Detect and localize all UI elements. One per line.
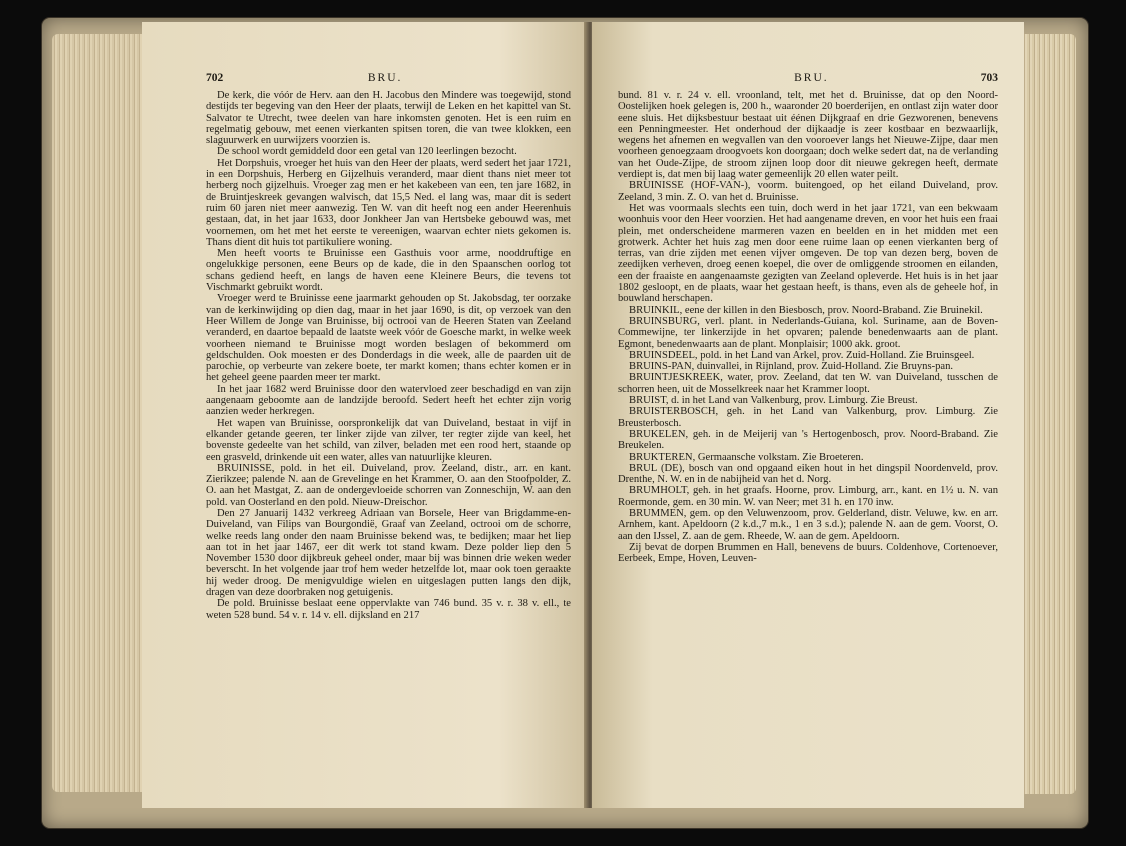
paragraph: BRUISTERBOSCH, geh. in het Land van Valkenburg, prov. Limburg. Zie Breusterbosch. bbox=[618, 406, 998, 429]
paragraph: Het Dorpshuis, vroeger het huis van den Heer der plaats, werd sedert het jaar 1721, in een Dorpshuis, Herberg en Gijzelhuis veranderd, maar dient thans niet meer tot herberg noch gijzelhuis. Vroeger zag men er het kakebeen van een, ten jare 1682, in de Bruintjeskreek gevangen walvisch, dat 15,5 Ned. el lang was, maar dit is sedert ruim 60 jaren niet meer aanwezig. Ten W. van dit heeft nog een ander Heerenhuis gestaan, dat, in het jaar 1633, door Jonkheer Jan van Hertsbeke gebouwd was, met voornemen, om het met het eerste te vereenigen, waarvan echter niets gekomen is. Thans dient dit huis tot partikuliere woning. bbox=[206, 157, 571, 248]
paragraph: Vroeger werd te Bruinisse eene jaarmarkt gehouden op St. Jakobsdag, ter oorzake van de kerkinwijding op dien dag, maar in het jaar 1690, is dit, op verzoek van den Heer Willem de Jonge van Bruinisse, bij octrooi van de Heeren Staten van Zeeland veranderd, en daartoe bepaald de laatste week vóór de Goesche markt, in welke week voorheen niemand te Bruinisse mogt worden beslagen of bekommerd om geldschulden. Ook moesten er des Donderdags in die week, alle de paarden uit de parochie, op verbeurte van zekere boete, ter markt komen; thans echter komen er in het geheel geene paarden meer ter markt. bbox=[206, 293, 571, 384]
paragraph: Het wapen van Bruinisse, oorspronkelijk dat van Duiveland, bestaat in vijf in elkander getande geeren, ter linker zijde van zilver, ter regter zijde van keel, het bovenste gedeelte van het schild, van zilver, beladen met een rood hert, staande op een grasveld, drinkende uit een water, alles van natuurlijke kleuren. bbox=[206, 417, 571, 463]
paragraph: BRUINTJESKREEK, water, prov. Zeeland, dat ten W. van Duiveland, tusschen de schorren heen, uit de Mosselkreek naar het Krammer loopt. bbox=[618, 372, 998, 395]
paragraph: BRUKTEREN, Germaansche volkstam. Zie Broeteren. bbox=[629, 451, 864, 463]
left-page bbox=[142, 22, 587, 808]
paragraph: BRUINSDEEL, pold. in het Land van Arkel, prov. Zuid-Holland. Zie Bruinsgeel. bbox=[629, 349, 975, 361]
paragraph: BRUINISSE, pold. in het eil. Duiveland, prov. Zeeland, distr., arr. en kant. Zierikzee; palende N. aan de Grevelinge en het Krammer, O. aan den Stoofpolder, Z. O. aan het Mastgat, Z. aan de ondergevloeide schorren van Zonneschijn, W. aan den pold. van Oosterland en den pold. Nieuw-Dreischor. bbox=[206, 462, 571, 508]
paragraph: Men heeft voorts te Bruinisse een Gasthuis voor arme, nooddruftige en ongelukkige personen, eene Beurs op de kade, die in den Spaanschen oorlog tot schans gediend heeft, en langs de haven eene Kleinere Beurs, die tevens tot Vischmarkt gebruikt wordt. bbox=[206, 248, 571, 294]
page-stack-left bbox=[52, 34, 152, 792]
paragraph: Den 27 Januarij 1432 verkreeg Adriaan van Borsele, Heer van Brigdamme-en-Duiveland, van Filips van Bourgondië, Graaf van Zeeland, octrooi om de schorre, welke reeds lang onder den naam Bruinisse bekend was, te bedijken; maar het liep aan tot in het jaar 1467, eer dit werk tot stand kwam. Deze polder liep den 5 November 1530 door dijkbreuk geheel onder, maar bij was binnen drie weken weder beverscht. In het volgende jaar trof hem weder hetzelfde lot, maar ook toen geraakte hij weder droog. De menigvuldige wielen en uitgeslagen putten langs den dijk, dragen van deze doorbraken nog getuigenis. bbox=[206, 507, 571, 599]
paragraph: De school wordt gemiddeld door een getal van 120 leerlingen bezocht. bbox=[217, 146, 517, 158]
paragraph: BRUINSBURG, verl. plant. in Nederlands-Guiana, kol. Suriname, aan de Boven-Commewijne, ter linkerzijde in het opvaren; palende benedenwaarts aan de plant. Egmont, benedenwaarts aan de plant. Monplaisir; 1000 akk. groot. bbox=[618, 315, 998, 350]
paragraph: In het jaar 1682 werd Bruinisse door den watervloed zeer beschadigd en van zijn aangenaam geboomte aan de landzijde beroofd. Sedert heeft het echter zijn vorig aanzien weder herkregen. bbox=[206, 383, 571, 418]
paragraph: De pold. Bruinisse beslaat eene oppervlakte van 746 bund. 35 v. r. 38 v. ell., te weten 528 bund. 54 v. r. 14 v. ell. dijksland en 217 bbox=[206, 598, 571, 621]
paragraph: bund. 81 v. r. 24 v. ell. vroonland, telt, met het d. Bruinisse, dat op den Noord-Oostelijken hoek gelegen is, 200 h., waaronder 20 boerderijen, en ontlast zijn water door eene sluis. Het dijksbestuur bestaat uit éénen Dijkgraaf en drie Gezworenen, benevens een Penningmeester. Het onderhoud der dijkaadje is zeer kostbaar en bezwaarlijk, wegens het afnemen en wegvallen van den vooroever langs het Nieuwe-Zijpe, daar men voorheen genoegzaam droogvoets kon doorgaan; doch welke sedert dat, na de verlanding van het Oude-Zijpe, de stroom zijnen loop door dit nieuwe gekregen heeft, dermate verdiept is, dat men bij laag water gemeenlijk 20 ellen water peilt. bbox=[618, 90, 998, 181]
right-page-number: 703 bbox=[980, 72, 998, 84]
left-running-head-title: BRU. bbox=[367, 72, 403, 84]
left-running-head bbox=[206, 72, 571, 84]
right-page bbox=[592, 22, 1024, 808]
right-running-head bbox=[618, 72, 998, 84]
paragraph: Zij bevat de dorpen Brummen en Hall, benevens de buurs. Coldenhove, Cortenoever, Eerbeek, Empe, Hoven, Leuven- bbox=[618, 541, 998, 565]
paragraph: BRUINS-PAN, duinvallei, in Rijnland, prov. Zuid-Holland. Zie Bruyns-pan. bbox=[629, 361, 954, 373]
paragraph: BRUINKIL, eene der killen in den Biesbosch, prov. Noord-Braband. Zie Bruinekil. bbox=[629, 304, 983, 316]
paragraph: De kerk, die vóór de Herv. aan den H. Jacobus den Mindere was toegewijd, stond destijds ter begeving van den Heer der plaats, terwijl de Leken en het kapittel van St. Salvator te Utrecht, twee deelen van hare inkomsten genoten. Het is een ruim en regelmatig gebouw, met eenen vierkanten spitsen toren, die van twee klokken, een slaguurwerk en uurwijzers voorzien is. bbox=[206, 90, 571, 147]
paragraph: Het was voormaals slechts een tuin, doch werd in het jaar 1721, van een bekwaam woonhuis voor den Heer voorzien. Het had aangename dreven, en voor het huis een fraai plein, met onderscheidene marmeren vazen en beelden en in het midden met een grotwerk. Achter het huis zag men door eene ruime laan op eenen vierkanten berg of terras, van drie zijden met eenen vijver omgeven. De top van dezen berg, boven de zeedijken verheven, droeg eenen koepel, die over de omliggende stroomen en eilanden, een der fraaiste en aangenaamste gezigten van Zeeland opleverde. Het huis is in het jaar 1802 gesloopt, en de plaats, waar het gestaan heeft, is thans, even als de geheele hof, in bouwland herschapen. bbox=[618, 202, 998, 305]
paragraph: BRUKELEN, geh. in de Meijerij van 's Hertogenbosch, prov. Noord-Braband. Zie Breukelen. bbox=[618, 428, 998, 452]
paragraph: BRUINISSE (HOF-VAN-), voorm. buitengoed, op het eiland Duiveland, prov. Zeeland, 3 min. Z. O. van het d. Bruinisse. bbox=[618, 180, 998, 203]
paragraph: BRUMHOLT, geh. in het graafs. Hoorne, prov. Limburg, arr., kant. en 1½ u. N. van Roermonde, gem. en 30 min. W. van Neer; met 31 h. en 170 inw. bbox=[618, 485, 998, 508]
paragraph: BRUIST, d. in het Land van Valkenburg, prov. Limburg. Zie Breust. bbox=[629, 395, 918, 407]
right-running-head-title: BRU. bbox=[794, 72, 829, 84]
paragraph: BRUMMEN, gem. op den Veluwenzoom, prov. Gelderland, distr. Veluwe, kw. en arr. Arnhem, kant. Apeldoorn (2 k.d.,7 m.k., 1 en 3 s.d.); palende N. aan de gem. Voorst, O. aan den IJssel, Z. aan de gem. Rheede, W. aan de gem. Apeldoorn. bbox=[618, 507, 998, 542]
paragraph: BRUL (DE), bosch van ond opgaand eiken hout in het dingspil Noordenveld, prov. Drenthe, N. W. en in de nabijheid van het d. Norg. bbox=[618, 462, 998, 486]
left-page-number: 702 bbox=[206, 72, 224, 84]
